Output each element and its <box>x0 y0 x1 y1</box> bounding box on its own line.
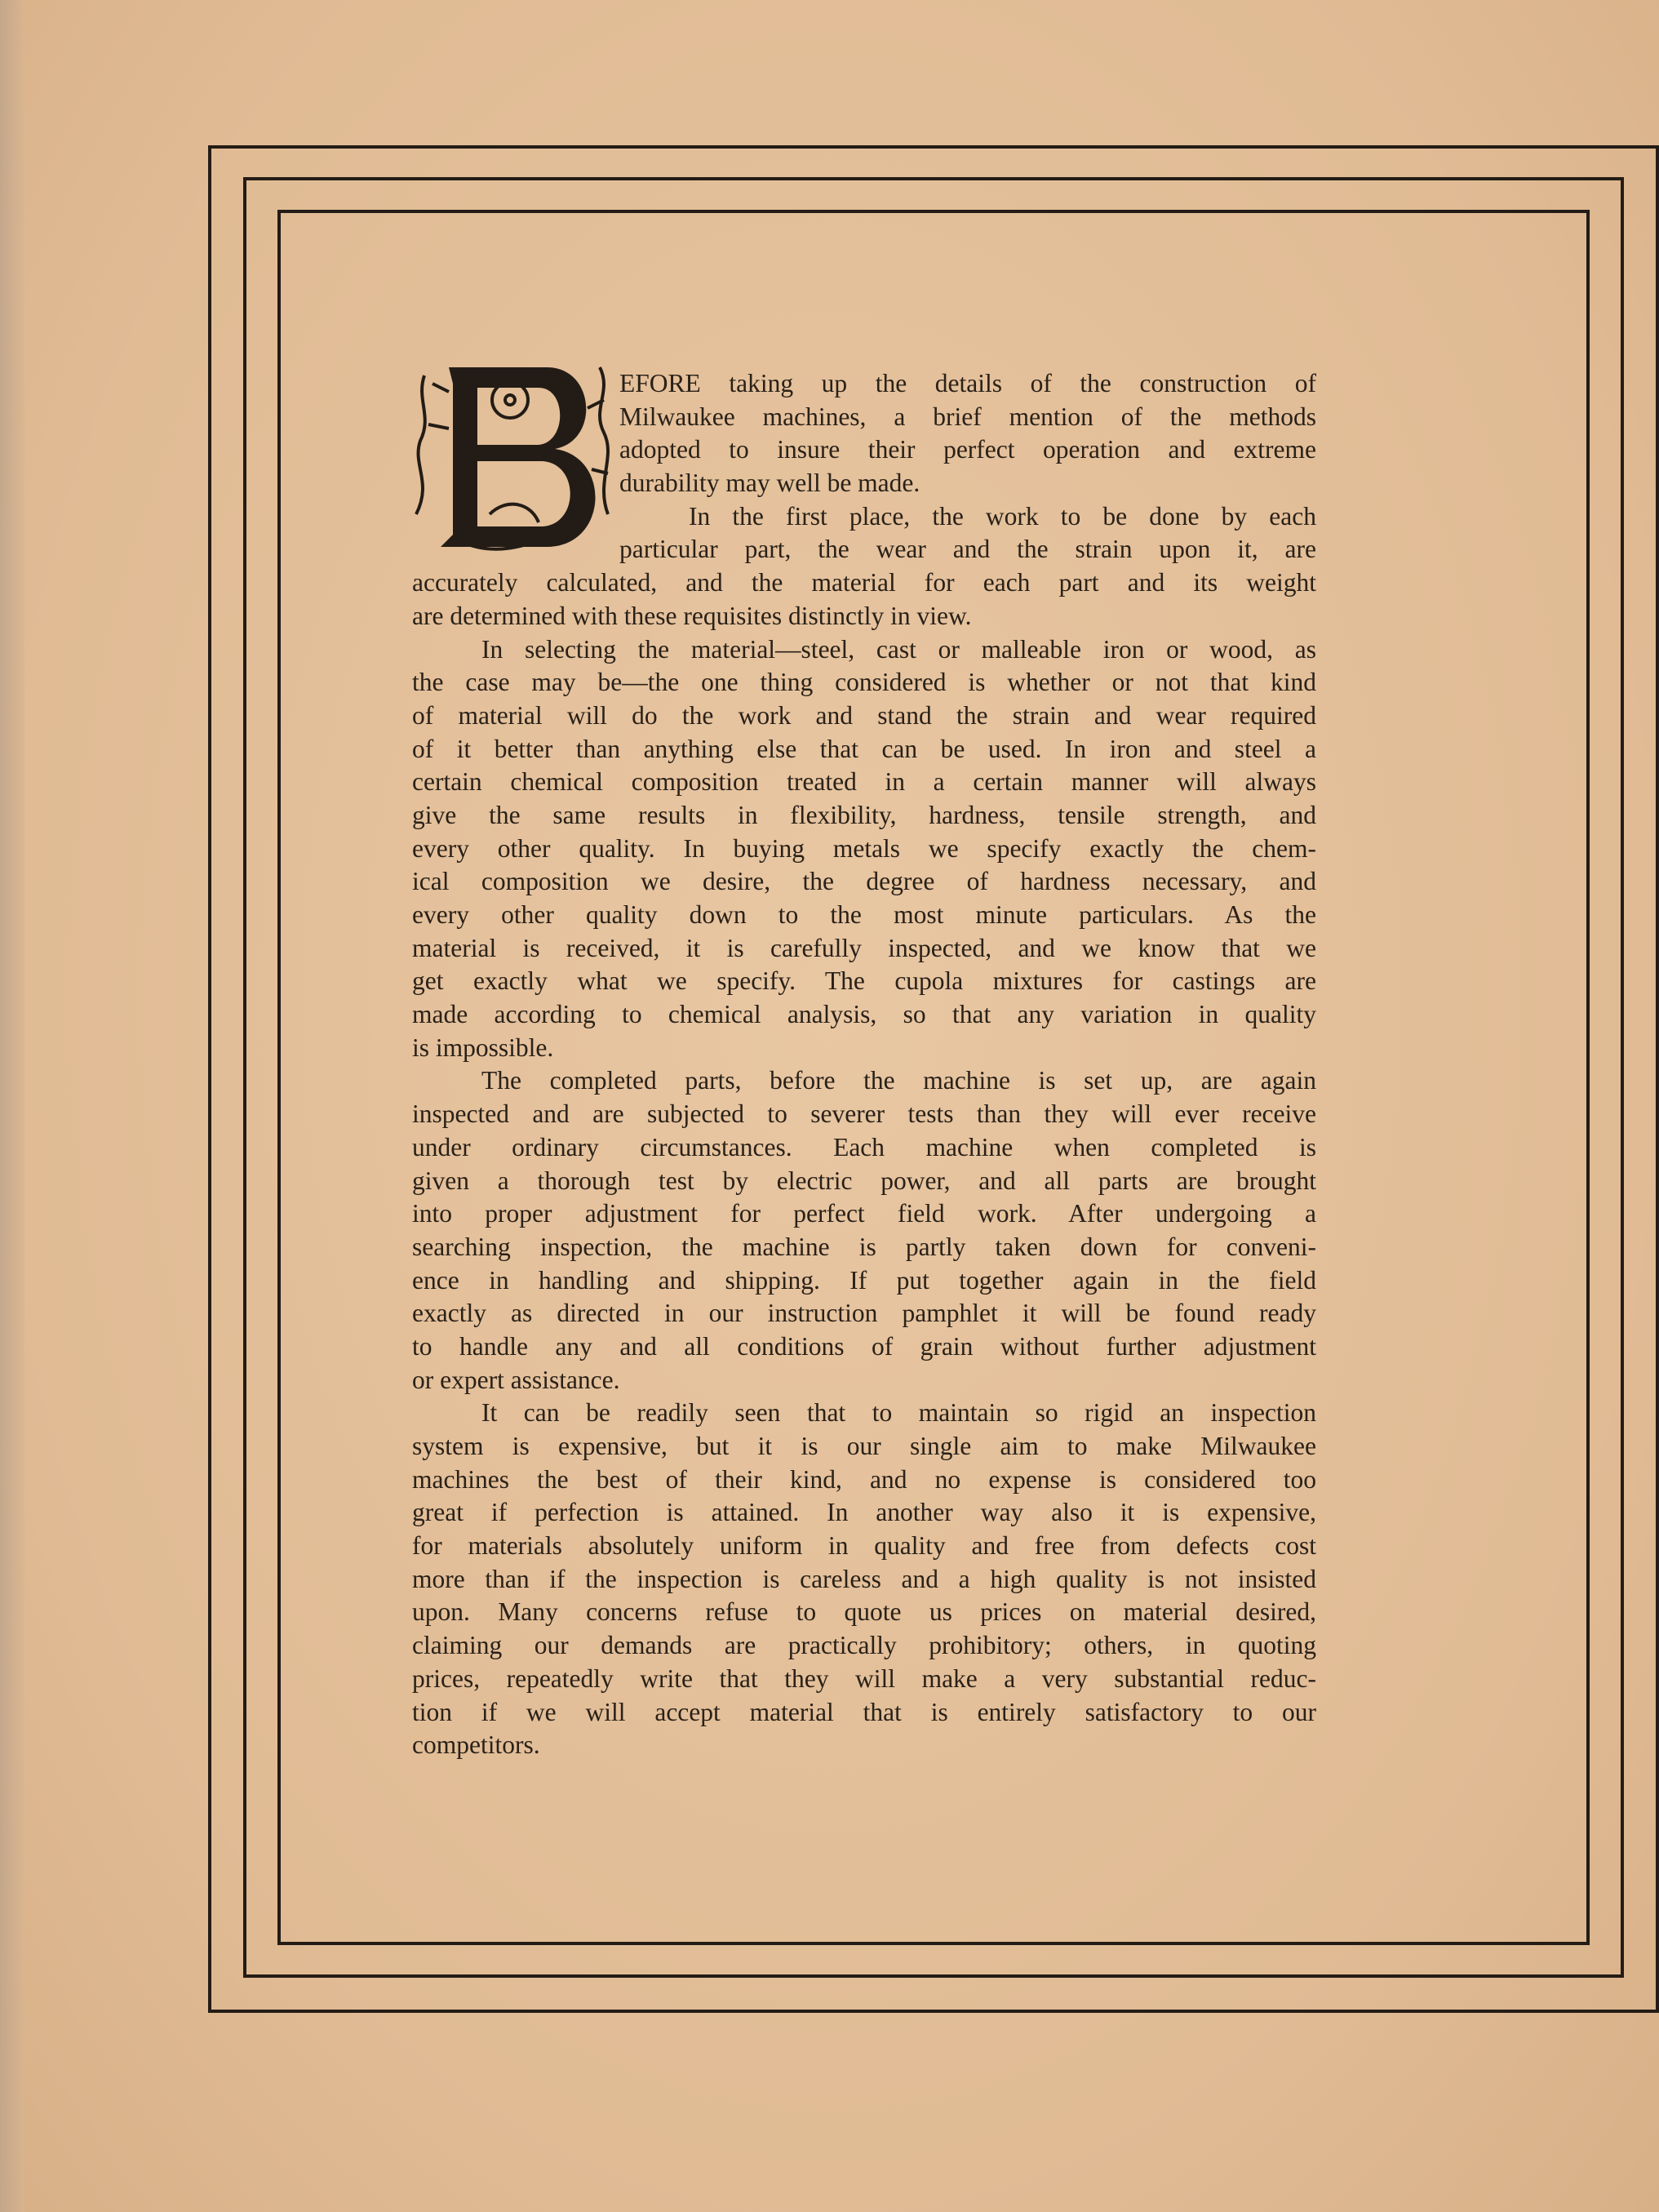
text-line: The completed parts, before the machine is set up, are again <box>481 1066 1316 1095</box>
text-line: give the same results in flexibility, hardness, tensile strength, and <box>412 800 1316 829</box>
text-line: given a thorough test by electric power, and all parts are brought <box>412 1166 1316 1195</box>
text-line: EFORE taking up the details of the construction of <box>619 369 1316 398</box>
text-line: more than if the inspection is careless and a high quality is not insisted <box>412 1564 1316 1593</box>
text-line: Milwaukee machines, a brief mention of the methods <box>619 402 1316 431</box>
text-line: material is received, it is carefully inspected, and we know that we <box>412 933 1316 962</box>
text-line: adopted to insure their perfect operation and extreme <box>619 435 1316 464</box>
text-line: the case may be—the one thing considered is whether or not that kind <box>412 668 1316 697</box>
text-line: for materials absolutely uniform in quality and free from defects cost <box>412 1531 1316 1561</box>
text-line: every other quality. In buying metals we specify exactly the chem- <box>412 833 1316 863</box>
text-line: claiming our demands are practically prohibitory; others, in quoting <box>412 1631 1316 1660</box>
text-line: upon. Many concerns refuse to quote us prices on material desired, <box>412 1597 1316 1627</box>
text-line: great if perfection is attained. In another way also it is expensive, <box>412 1498 1316 1527</box>
text-line: searching inspection, the machine is partly taken down for conveni- <box>412 1232 1316 1261</box>
page-edge <box>0 0 24 2212</box>
text-line: ence in handling and shipping. If put together again in the field <box>412 1265 1316 1295</box>
text-line: under ordinary circumstances. Each machine when completed is <box>412 1132 1316 1162</box>
text-line: ical composition we desire, the degree of hardness necessary, and <box>412 867 1316 896</box>
body-text <box>412 367 1316 1762</box>
text-line: system is expensive, but it is our single aim to make Milwaukee <box>412 1432 1316 1460</box>
text-line: get exactly what we specify. The cupola mixtures for castings are <box>412 966 1316 996</box>
text-line: certain chemical composition treated in a certain manner will always <box>412 767 1316 797</box>
text-line: are determined with these requisites distinctly in view. <box>412 601 972 630</box>
text-line: is impossible. <box>412 1033 554 1062</box>
text-line: competitors. <box>412 1730 540 1760</box>
text-line: machines the best of their kind, and no expense is considered too <box>412 1464 1316 1494</box>
text-line: In the first place, the work to be done by each <box>689 501 1316 531</box>
text-line: inspected and are subjected to severer tests than they will ever receive <box>412 1099 1316 1129</box>
text-line: prices, repeatedly write that they will make a very substantial reduc- <box>412 1663 1316 1693</box>
text-line: In selecting the material—steel, cast or malleable iron or wood, as <box>481 634 1316 664</box>
text-line: durability may well be made. <box>619 469 920 498</box>
text-line: of material will do the work and stand the strain and wear required <box>412 700 1316 730</box>
text-line: particular part, the wear and the strain upon it, are <box>619 535 1316 564</box>
text-line: made according to chemical analysis, so that any variation in quality <box>412 1000 1316 1029</box>
text-line: into proper adjustment for perfect field work. After undergoing a <box>412 1199 1316 1228</box>
text-line: exactly as directed in our instruction pamphlet it will be found ready <box>412 1299 1316 1328</box>
text-line: or expert assistance. <box>412 1365 620 1394</box>
text-line: of it better than anything else that can be used. In iron and steel a <box>412 734 1316 763</box>
text-line: tion if we will accept material that is entirely satisfactory to our <box>412 1697 1316 1726</box>
text-line: to handle any and all conditions of grain without further adjustment <box>412 1331 1316 1361</box>
text-line: accurately calculated, and the material for each part and its weight <box>412 568 1316 597</box>
text-line: It can be readily seen that to maintain so rigid an inspection <box>481 1398 1316 1428</box>
text-line: every other quality down to the most minute particulars. As the <box>412 900 1316 929</box>
